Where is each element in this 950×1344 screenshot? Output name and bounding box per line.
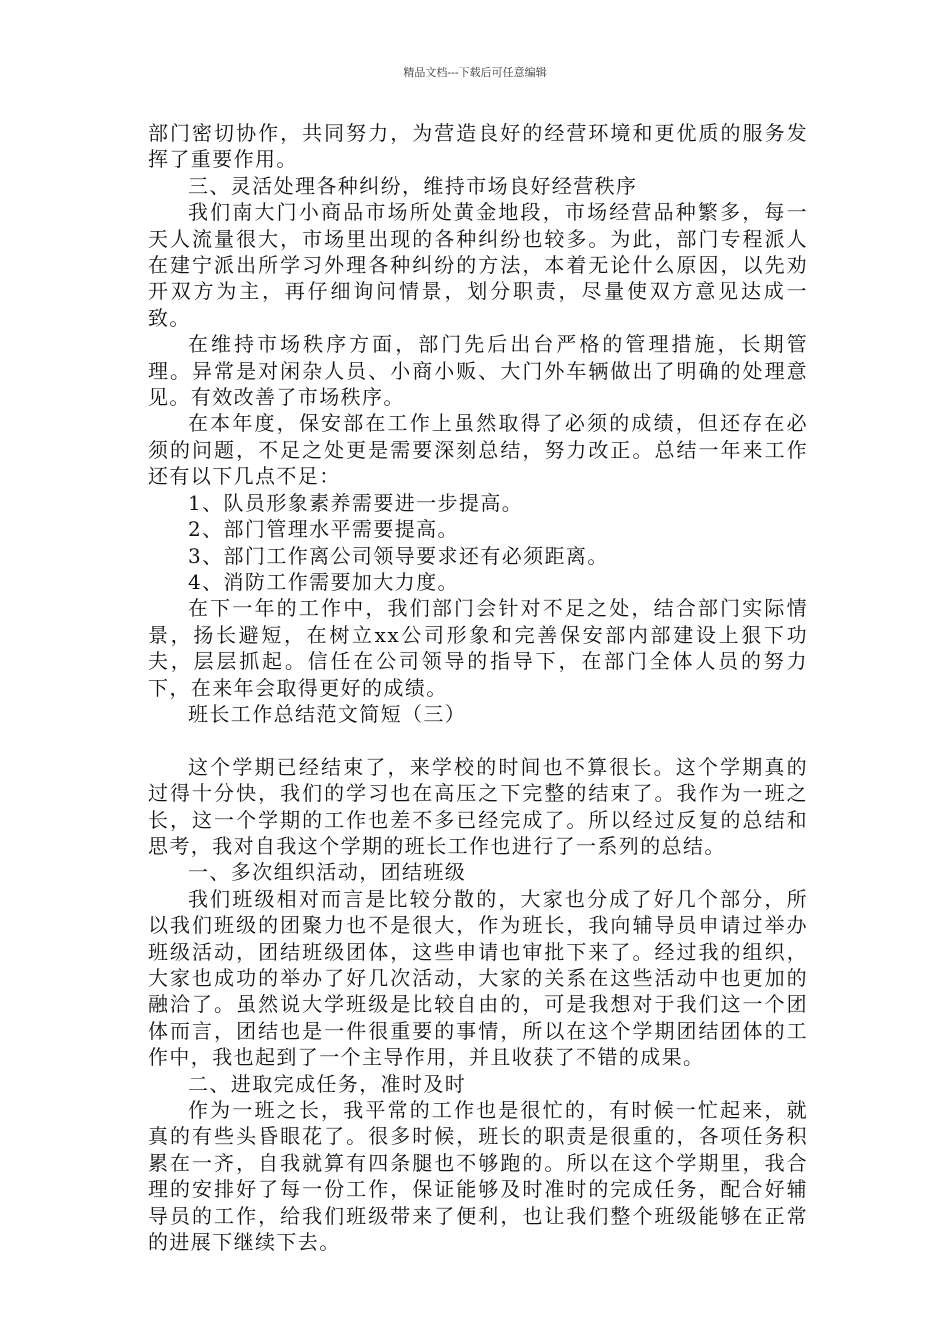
list-item: 3、部门工作离公司领导要求还有必须距离。 — [188, 543, 609, 568]
paragraph: 部门密切协作，共同努力，为营造良好的经营环境和更优质的服务发挥了重要作用。 — [148, 121, 808, 172]
article-title: 班长工作总结范文简短（三） — [188, 701, 467, 726]
document-body — [148, 120, 808, 1255]
list-item: 1、队员形象素养需要进一步提高。 — [188, 490, 524, 515]
paragraph: 这个学期已经结束了，来学校的时间也不算很长。这个学期真的过得十分快，我们的学习也在高压之下完整的结束了。我作为一班之长，这一个学期的工作也差不多已经完成了。所以经过反复的总结和思考，我对自我这个学期的班长工作也进行了一系列的总结。 — [148, 754, 808, 858]
paragraph: 在维持市场秩序方面，部门先后出台严格的管理措施，长期管理。异常是对闲杂人员、小商小贩、大门外车辆做出了明确的处理意见。有效改善了市场秩序。 — [148, 332, 808, 410]
section-heading: 三、灵活处理各种纠纷，维持市场良好经营秩序 — [188, 173, 638, 198]
section-heading: 二、进取完成任务，准时及时 — [188, 1071, 467, 1096]
paragraph: 我们班级相对而言是比较分散的，大家也分成了好几个部分，所以我们班级的团聚力也不是很大，作为班长，我向辅导员申请过举办班级活动，团结班级团体，这些申请也审批下来了。经过我的组织，大家也成功的举办了好几次活动，大家的关系在这些活动中也更加的融洽了。虽然说大学班级是比较自由的，可是我想对于我们这一个团体而言，团结也是一件很重要的事情，所以在这个学期团结团体的工作中，我也起到了一个主导作用，并且收获了不错的成果。 — [148, 886, 808, 1070]
paragraph: 作为一班之长，我平常的工作也是很忙的，有时候一忙起来，就真的有些头昏眼花了。很多时候，班长的职责是很重的，各项任务积累在一齐，自我就算有四条腿也不够跑的。所以在这个学期里，我合理的安排好了每一份工作，保证能够及时准时的完成任务，配合好辅导员的工作，给我们班级带来了便利，也让我们整个班级能够在正常的进展下继续下去。 — [148, 1098, 808, 1255]
paragraph: 在本年度，保安部在工作上虽然取得了必须的成绩，但还存在必须的问题，不足之处更是需要深刻总结，努力改正。总结一年来工作还有以下几点不足： — [148, 411, 808, 489]
page-header: 精品文档---下载后可任意编辑 — [403, 66, 547, 79]
paragraph: 我们南大门小商品市场所处黄金地段，市场经营品种繁多，每一天人流量很大，市场里出现的各种纠纷也较多。为此，部门专程派人在建宁派出所学习外理各种纠纷的方法，本着无论什么原因，以先劝开双方为主，再仔细询问情景，划分职责，尽量使双方意见达成一致。 — [148, 200, 808, 330]
list-item: 4、消防工作需要加大力度。 — [188, 569, 459, 594]
section-heading: 一、多次组织活动，团结班级 — [188, 860, 467, 885]
list-item: 2、部门管理水平需要提高。 — [188, 517, 459, 542]
blank-line — [148, 727, 808, 753]
paragraph: 在下一年的工作中，我们部门会针对不足之处，结合部门实际情景，扬长避短，在树立xx公司形象和完善保安部内部建设上狠下功夫，层层抓起。信任在公司领导的指导下，在部门全体人员的努力下，在来年会取得更好的成绩。 — [148, 596, 808, 700]
